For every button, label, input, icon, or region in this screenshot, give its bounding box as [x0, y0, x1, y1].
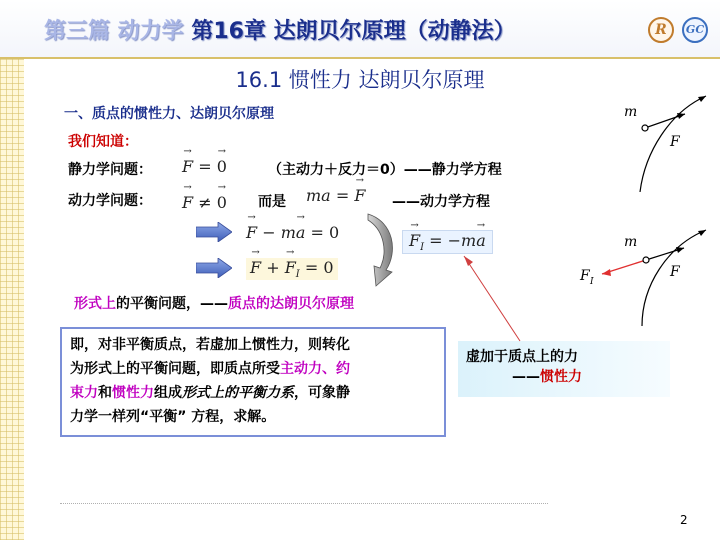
dynamics-label: 动力学问题：: [68, 193, 152, 209]
inertia-callout: 虚加于质点上的力 ——惯性力: [458, 341, 670, 397]
footer-divider: [60, 503, 548, 504]
dynamics-formula: → F ≠ → 0: [182, 193, 227, 212]
statics-label: 静力学问题：: [68, 162, 152, 178]
inertia-force-equation: → $F_I = -m\to a$: [402, 230, 493, 254]
svg-text:F: F: [670, 264, 680, 280]
svg-text:F: F: [580, 268, 590, 284]
dynamics-note: ——动力学方程: [392, 194, 490, 210]
but-is-label: 而是: [258, 194, 286, 210]
title-part-2: 第16章 达朗贝尔原理（动静法）: [191, 19, 516, 44]
svg-text:F: F: [670, 134, 680, 150]
page-number: 2: [680, 513, 688, 527]
svg-text:m: m: [624, 234, 638, 250]
section-title: 16.1 惯性力 达朗贝尔原理: [235, 68, 485, 92]
principle-statement-box: 即，对非平衡质点，若虚加上惯性力，则转化 为形式上的平衡问题，即质点所受主动力、约 束力和惯性力组成形式上的平衡力系，可象静 力学一样列“平衡” 方程，求解。: [60, 327, 446, 437]
dynamics-equation: ma = → F: [306, 186, 365, 205]
particle-diagram-top: [600, 92, 710, 192]
svg-text:I: I: [590, 277, 594, 287]
logo-right: GC: [682, 17, 708, 43]
equation-1: → F − m→ a = 0: [246, 223, 339, 242]
statics-formula: → F = → 0: [182, 157, 227, 176]
logo-left: R: [648, 17, 674, 43]
statics-note: （主动力＋反力＝0）——静力学方程: [268, 162, 502, 178]
equation-2: → F + → $F_I = 0$: [246, 258, 338, 280]
title-part-1: 第三篇 动力学: [44, 19, 184, 44]
we-know-label: 我们知道：: [68, 134, 138, 150]
equilibrium-statement: 形式上的平衡问题，——质点的达朗贝尔原理: [74, 296, 354, 312]
svg-text:m: m: [624, 104, 638, 120]
subsection-heading: 一、质点的惯性力、达朗贝尔原理: [64, 106, 274, 122]
particle-diagram-bottom: [572, 226, 712, 326]
